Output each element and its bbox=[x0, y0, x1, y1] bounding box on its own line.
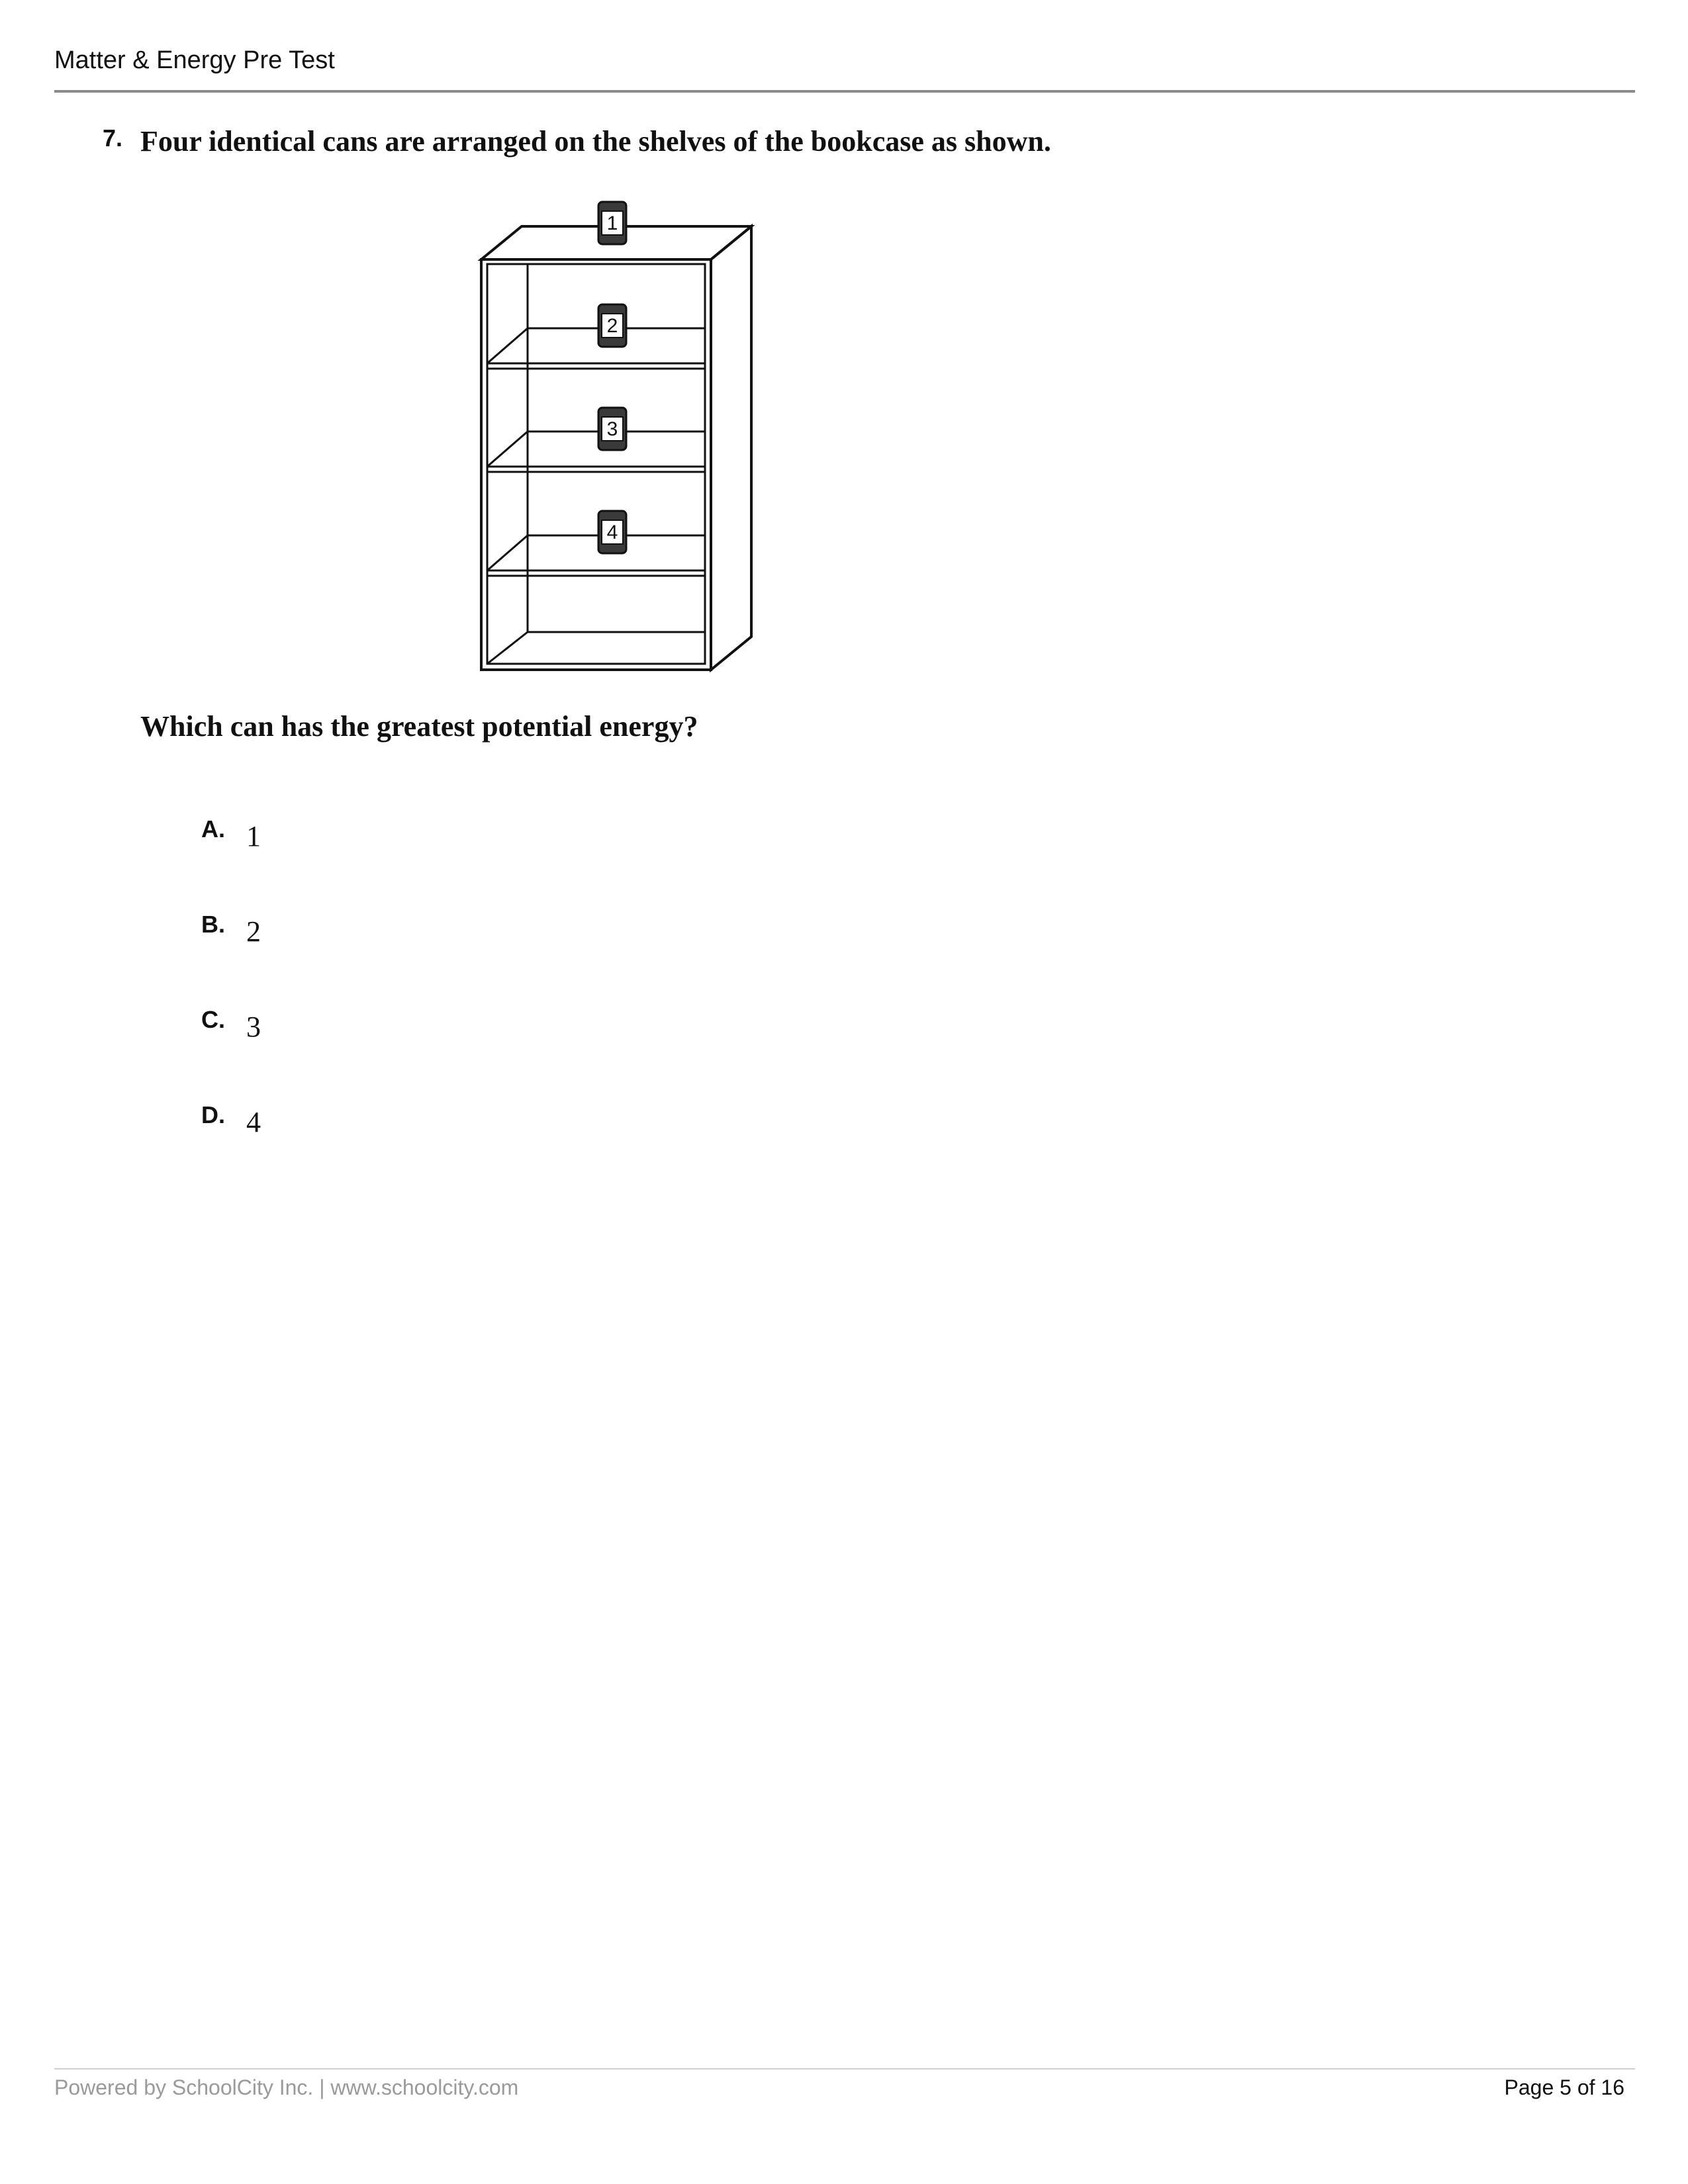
can-3 bbox=[598, 408, 626, 450]
choice-text: 1 bbox=[246, 820, 261, 852]
choice-text: 3 bbox=[246, 1011, 261, 1043]
bookcase-bottom bbox=[487, 632, 705, 664]
choice-text: 2 bbox=[246, 915, 261, 948]
question-prompt: Which can has the greatest potential energy? bbox=[140, 710, 698, 743]
page-title: Matter & Energy Pre Test bbox=[54, 46, 335, 74]
shelf-3 bbox=[487, 535, 705, 576]
choice-letter: D. bbox=[201, 1101, 225, 1128]
shelf-2 bbox=[487, 432, 705, 472]
footer-credit: Powered by SchoolCity Inc. | www.schoolcity.com bbox=[54, 2075, 519, 2099]
bookcase-inner-frame bbox=[487, 264, 705, 664]
question-number: 7. bbox=[103, 124, 123, 152]
choice-letter: B. bbox=[201, 911, 225, 938]
header-divider bbox=[54, 90, 1635, 93]
can-3-label: 3 bbox=[606, 418, 618, 440]
choice-letter: A. bbox=[201, 815, 225, 842]
choice-letter: C. bbox=[201, 1006, 225, 1033]
choice-text: 4 bbox=[246, 1106, 261, 1138]
bookcase-side bbox=[711, 226, 751, 670]
can-1-label: 1 bbox=[606, 212, 618, 234]
question-stem: Four identical cans are arranged on the shelves of the bookcase as shown. bbox=[140, 125, 1051, 158]
bookcase-figure bbox=[473, 195, 758, 685]
can-2 bbox=[598, 304, 626, 347]
footer-divider bbox=[54, 2068, 1635, 2070]
page-number: Page 5 of 16 bbox=[1504, 2075, 1624, 2099]
can-4-label: 4 bbox=[606, 522, 618, 543]
bookcase-front-frame bbox=[481, 259, 711, 670]
can-4 bbox=[598, 511, 626, 553]
can-1 bbox=[598, 202, 626, 244]
shelf-1 bbox=[487, 328, 705, 369]
can-2-label: 2 bbox=[606, 315, 618, 337]
